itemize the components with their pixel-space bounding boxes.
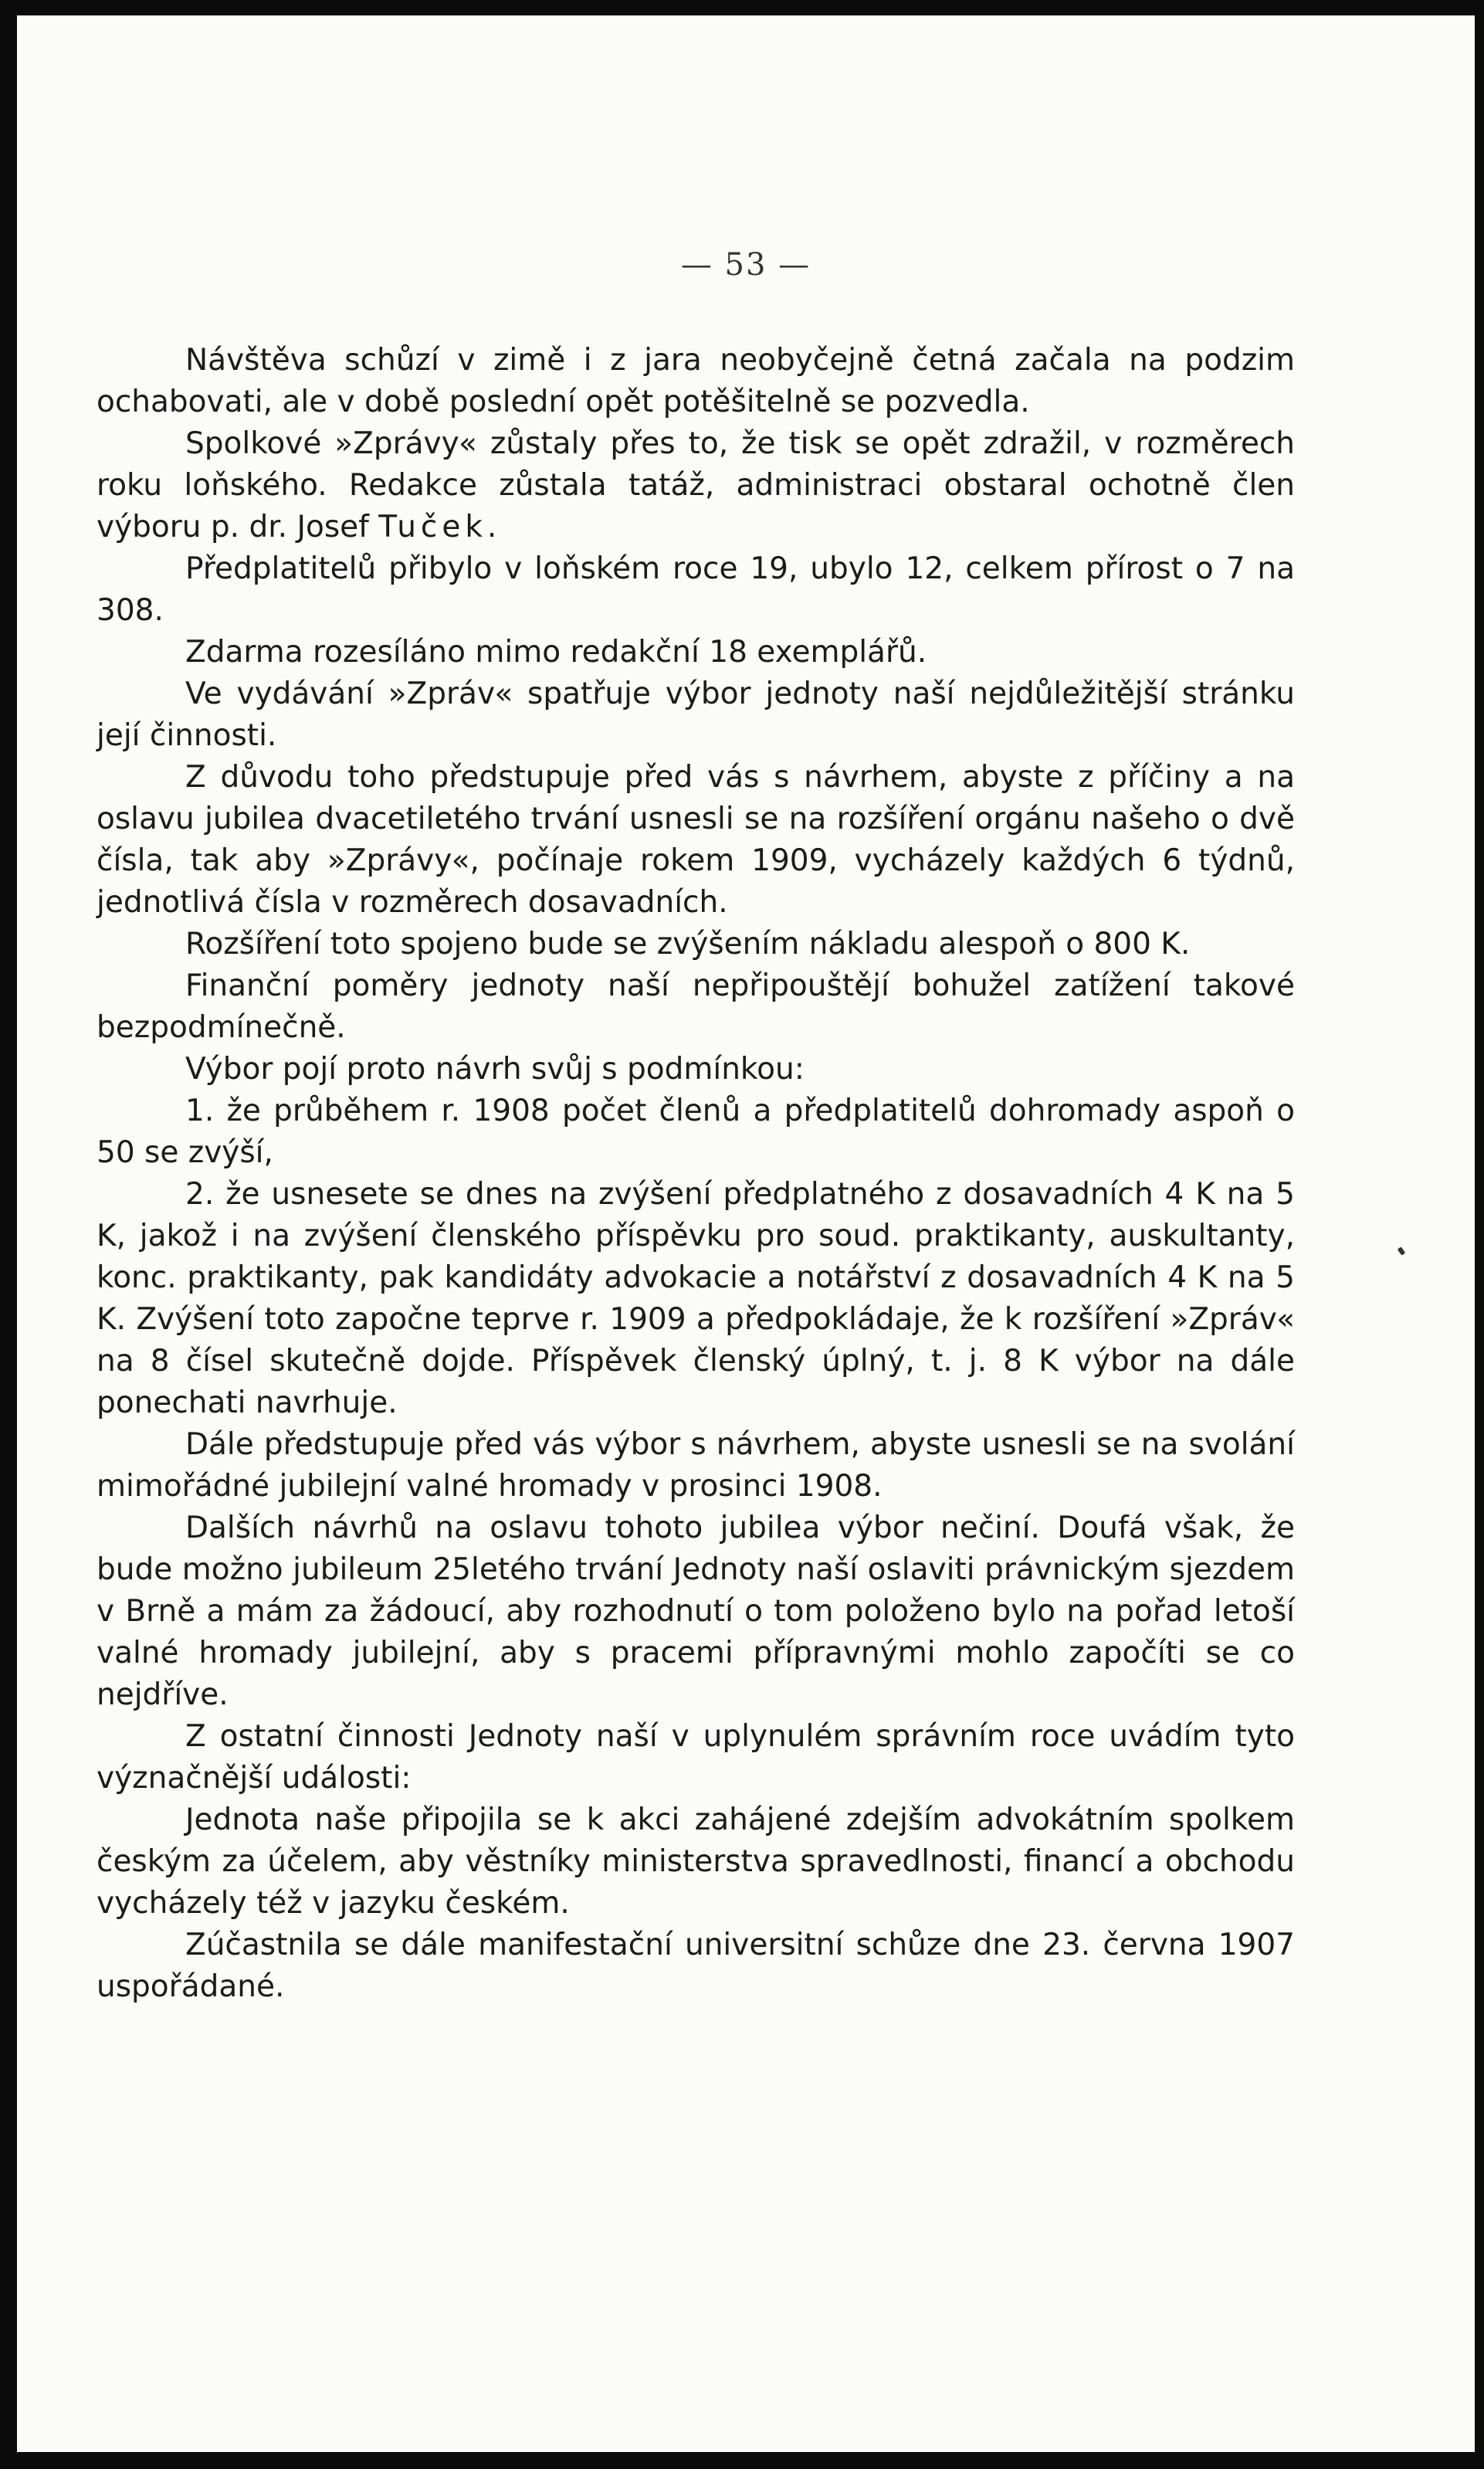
document-page xyxy=(17,15,1475,2452)
paragraph-attendance: Návštěva schůzí v zimě i z jara neobyčejně četná začala na podzim ochabovati, ale v době poslední opět potěšitelně se pozvedla. xyxy=(97,343,1295,419)
condition-list xyxy=(97,1090,1295,1424)
paragraph-zpravy xyxy=(97,423,1295,548)
paragraph-other-activity: Z ostatní činnosti Jednoty naší v uplynulém správním roce uvádím tyto význačnější události: xyxy=(97,1719,1295,1796)
list-item: 2. že usnesete se dnes na zvýšení předplatného z dosavadních 4 K na 5 K, jakož i na zvýšení členského příspěvku pro soud. praktikanty, auskultanty, konc. praktikanty, pak kandidáty advokacie a notářství z dosavadních 4 K na 5 K. Zvýšení toto započne teprve r. 1909 a předpokládaje, že k rozšíření »Zpráv« na 8 čísel skutečně dojde. Příspěvek členský úplný, t. j. 8 K výbor na dále ponechati navrhuje. xyxy=(97,1177,1295,1420)
paragraph-importance: Ve vydávání »Zpráv« spatřuje výbor jednoty naší nejdůležitější stránku její činnosti. xyxy=(97,677,1295,753)
paragraph-proposal: Z důvodu toho předstupuje před vás s návrhem, abyste z příčiny a na oslavu jubilea dvacetiletého trvání usnesli se na rozšíření orgánu našeho o dvě čísla, tak aby »Zprávy«, počínaje rokem 1909, vycházely každých 6 týdnů, jednotlivá čísla v rozměrech dosavadních. xyxy=(97,760,1295,920)
paragraph-costs: Rozšíření toto spojeno bude se zvýšením nákladu alespoň o 800 K. xyxy=(185,927,1191,961)
page-number: — 53 — xyxy=(680,247,811,283)
paragraph-finances: Finanční poměry jednoty naší nepřipouštějí bohužel zatížení takové bezpodmínečně. xyxy=(97,968,1295,1045)
list-item: 1. že průběhem r. 1908 počet členů a předplatitelů dohromady aspoň o 50 se zvýší, xyxy=(97,1094,1295,1170)
paragraph-condition: Výbor pojí proto návrh svůj s podmínkou: xyxy=(185,1052,805,1087)
paragraph-zpravy-text: Spolkové »Zprávy« zůstaly přes to, že tisk se opět zdražil, v rozměrech roku loňského. Redakce zůstala tatáž, administraci obstaral ochotně člen výboru p. dr. Josef xyxy=(97,426,1295,544)
paragraph-free-copies: Zdarma rozesíláno mimo redakční 18 exemplářů. xyxy=(185,635,927,670)
ink-speck xyxy=(1398,1246,1406,1256)
member-name: Tuček. xyxy=(378,510,502,544)
paragraph-assembly: Dále předstupuje před vás výbor s návrhem, abyste usnesli se na svolání mimořádné jubilejní valné hromady v prosinci 1908. xyxy=(97,1427,1295,1504)
paragraph-jubilee: Dalších návrhů na oslavu tohoto jubilea výbor nečiní. Doufá však, že bude možno jubileum 25letého trvání Jednoty naší oslaviti právnickým sjezdem v Brně a mám za žádoucí, aby rozhodnutí o tom položeno bylo na pořad letoší valné hromady jubilejní, aby s pracemi přípravnými mohlo započíti se co nejdříve. xyxy=(97,1511,1295,1712)
paragraph-manifestation: Zúčastnila se dále manifestační universitní schůze dne 23. června 1907 uspořádané. xyxy=(97,1928,1295,2004)
body-text xyxy=(97,340,1295,2008)
paragraph-bulletins: Jednota naše připojila se k akci zahájené zdejším advokátním spolkem českým za účelem, aby věstníky ministerstva spravedlnosti, financí a obchodu vycházely též v jazyku českém. xyxy=(97,1803,1295,1921)
paragraph-subscribers: Předplatitelů přibylo v loňském roce 19, ubylo 12, celkem přírost o 7 na 308. xyxy=(97,551,1295,628)
